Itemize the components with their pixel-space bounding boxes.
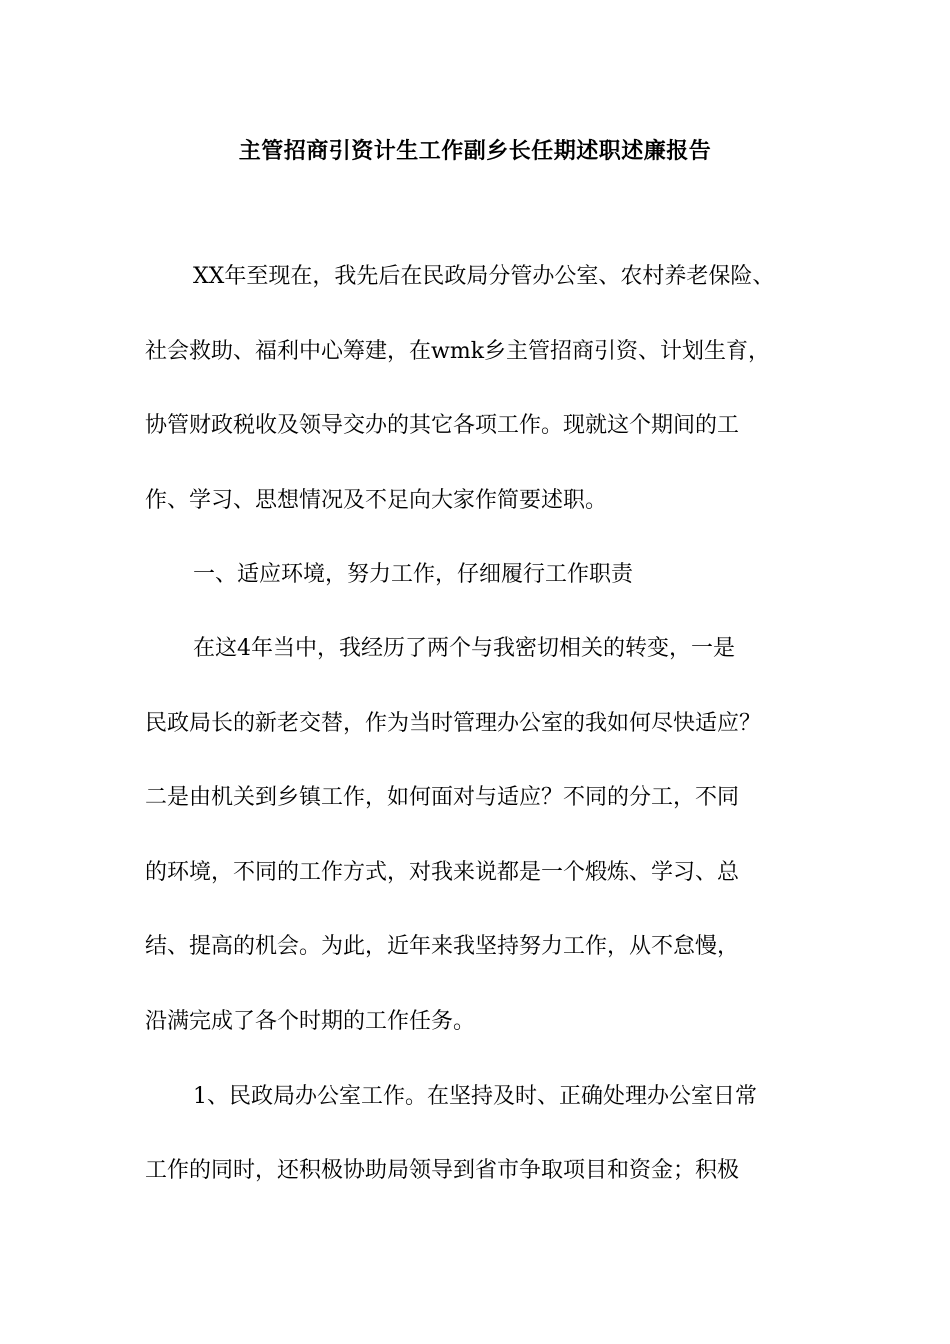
- paragraph-line: 二是由机关到乡镇工作，如何面对与适应？不同的分工，不同: [145, 785, 740, 810]
- paragraph-line: 社会救助、福利中心筹建，在wmk乡主管招商引资、计划生育，: [145, 339, 771, 364]
- paragraph-line: 协管财政税收及领导交办的其它各项工作。现就这个期间的工: [145, 413, 740, 438]
- section-heading: 一、适应环境，努力工作，仔细履行工作职责: [193, 562, 634, 587]
- paragraph-line: 民政局长的新老交替，作为当时管理办公室的我如何尽快适应？: [145, 711, 762, 736]
- paragraph-line: 沿满完成了各个时期的工作任务。: [145, 1009, 476, 1034]
- paragraph-line: XX年至现在，我先后在民政局分管办公室、农村养老保险、: [193, 264, 775, 289]
- paragraph-line: 工作的同时，还积极协助局领导到省市争取项目和资金；积极: [145, 1158, 740, 1183]
- paragraph-line: 结、提高的机会。为此，近年来我坚持努力工作，从不怠慢，: [145, 934, 740, 959]
- paragraph-line: 1、民政局办公室工作。在坚持及时、正确处理办公室日常: [193, 1084, 757, 1109]
- paragraph-line: 的环境，不同的工作方式，对我来说都是一个煅炼、学习、总: [145, 860, 740, 885]
- document-title: 主管招商引资计生工作副乡长任期述职述廉报告: [238, 139, 712, 164]
- paragraph-line: 作、学习、思想情况及不足向大家作简要述职。: [145, 488, 608, 513]
- paragraph-line: 在这4年当中，我经历了两个与我密切相关的转变，一是: [193, 636, 735, 661]
